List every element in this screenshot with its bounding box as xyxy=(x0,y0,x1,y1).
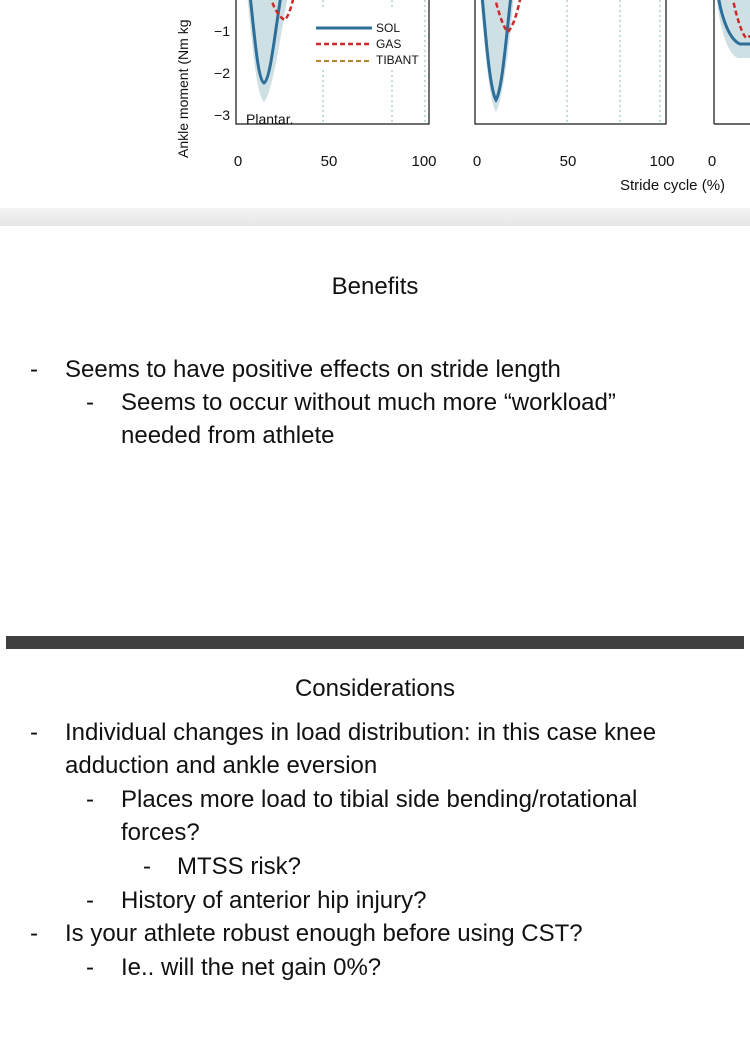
bullet-text: Seems to occur without much more “workload” needed from athlete xyxy=(121,389,616,449)
chart-slide xyxy=(0,0,750,208)
y-tick: −3 xyxy=(214,107,230,123)
bullet-dash: - xyxy=(30,719,38,746)
x-tick: 0 xyxy=(707,153,717,170)
benefits-slide xyxy=(6,226,744,636)
x-axis-label: Stride cycle (%) xyxy=(620,177,726,194)
x-tick: 0 xyxy=(233,153,243,170)
bullet-dash: - xyxy=(86,389,94,416)
bullet-text: MTSS risk? xyxy=(177,853,302,880)
bullet-dash: - xyxy=(86,786,94,813)
bullet-text: Individual changes in load distribution: in this case knee adduction and ankle eversion xyxy=(65,719,657,779)
x-tick: 0 xyxy=(472,153,482,170)
bullet-text: Places more load to tibial side bending/rotational forces? xyxy=(121,786,638,846)
slide-title: Benefits xyxy=(331,273,419,300)
y-tick: −2 xyxy=(214,65,230,81)
bullet-dash: - xyxy=(86,887,94,914)
ankle-moment-chart xyxy=(0,0,750,208)
legend-gas: GAS xyxy=(376,37,402,51)
bullet-dash: - xyxy=(30,356,38,383)
bullet-dash: - xyxy=(86,954,94,981)
y-tick: −1 xyxy=(214,23,230,39)
x-tick: 100 xyxy=(411,153,437,170)
bullet-dash: - xyxy=(143,853,151,880)
bullet-text: Is your athlete robust enough before using CST? xyxy=(65,920,583,947)
y-axis-label: Ankle moment (Nm kg xyxy=(175,19,191,158)
slide-title: Considerations xyxy=(294,675,456,702)
legend-sol: SOL xyxy=(376,21,401,35)
bullet-text: History of anterior hip injury? xyxy=(121,887,427,914)
legend-tibant: TIBANT xyxy=(376,53,419,67)
x-tick: 50 xyxy=(320,153,338,170)
considerations-slide xyxy=(6,649,744,1050)
plantar-annotation: Plantar. xyxy=(246,111,294,127)
bullet-dash: - xyxy=(30,920,38,947)
bullet-text: Ie.. will the net gain 0%? xyxy=(121,954,382,981)
bullet-text: Seems to have positive effects on stride length xyxy=(65,356,561,383)
x-tick: 50 xyxy=(559,153,577,170)
slide-divider xyxy=(6,636,744,649)
x-tick: 100 xyxy=(649,153,675,170)
slide-gap xyxy=(0,208,750,226)
